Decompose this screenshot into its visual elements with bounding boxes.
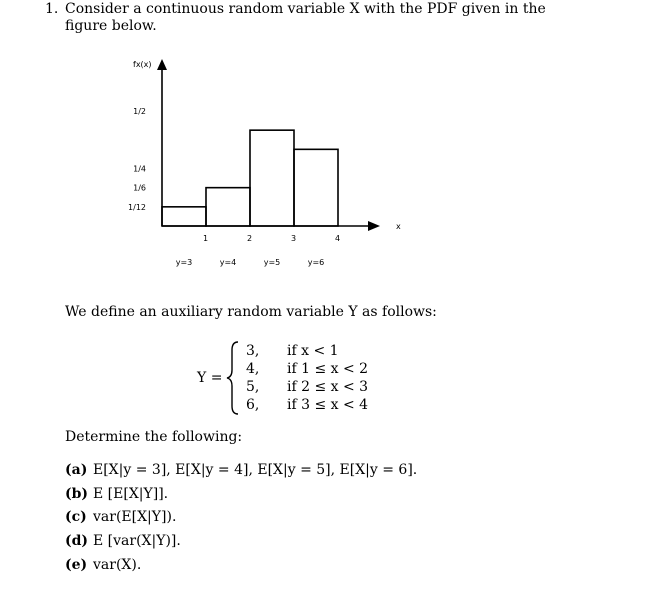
case-condition-2: if 1 ≤ x < 2 [287,361,369,377]
histogram-bar [294,149,338,226]
pdf-figure [0,0,664,290]
part-d-label: (d) [65,533,89,549]
case-condition-1: if x < 1 [287,343,339,359]
problem-statement-line1: Consider a continuous random variable X with the PDF given in the [65,1,546,17]
y-tick-label: 1/4 [133,164,146,174]
case-condition-4: if 3 ≤ x < 4 [287,397,369,413]
aux-intro: We define an auxiliary random variable Y as follows: [65,304,437,320]
bin-label: y=4 [219,258,237,267]
histogram-bar [206,188,250,226]
histogram-bar [162,207,206,226]
part-c-label: (c) [65,509,87,525]
part-a-label: (a) [65,462,88,478]
case-value-2: 4, [246,361,260,377]
x-axis-label: x [396,222,401,231]
y-axis-label: fx(x) [133,60,152,69]
x-tick-label: 3 [291,234,297,243]
histogram-bars [162,130,338,226]
part-e-text: var(X). [93,557,142,573]
y-tick-label: 1/6 [133,183,146,193]
x-axis-arrow-icon [368,221,380,231]
part-b-text: E [E[X|Y]]. [93,486,169,502]
case-condition-3: if 2 ≤ x < 3 [287,379,369,395]
problem-statement-line2: figure below. [65,18,157,34]
x-tick-label: 2 [247,234,253,243]
part-e-label: (e) [65,557,88,573]
y-tick-label: 1/2 [133,107,146,116]
bin-label: y=6 [307,258,325,267]
histogram-bar [250,130,294,226]
task-intro: Determine the following: [65,429,243,445]
bin-label: y=5 [263,258,281,267]
left-brace-icon [226,340,240,416]
bin-labels [176,258,325,267]
part-c-text: var(E[X|Y]). [93,509,177,525]
x-tick-label: 1 [203,234,209,243]
y-tick-label: 1/12 [128,202,146,212]
part-d-text: E [var(X|Y)]. [93,533,181,549]
problem-number: 1. [45,1,59,17]
y-tick-labels [128,107,146,212]
y-axis-arrow-icon [157,59,167,70]
part-a-text: E[X|y = 3], E[X|y = 4], E[X|y = 5], E[X|y = 6]. [93,462,418,478]
x-tick-label: 4 [335,234,341,243]
case-value-3: 5, [246,379,260,395]
case-value-1: 3, [246,343,260,359]
aux-lhs: Y = [197,370,223,386]
case-value-4: 6, [246,397,260,413]
part-b-label: (b) [65,486,89,502]
bin-label: y=3 [175,258,193,267]
x-tick-labels [203,234,340,243]
